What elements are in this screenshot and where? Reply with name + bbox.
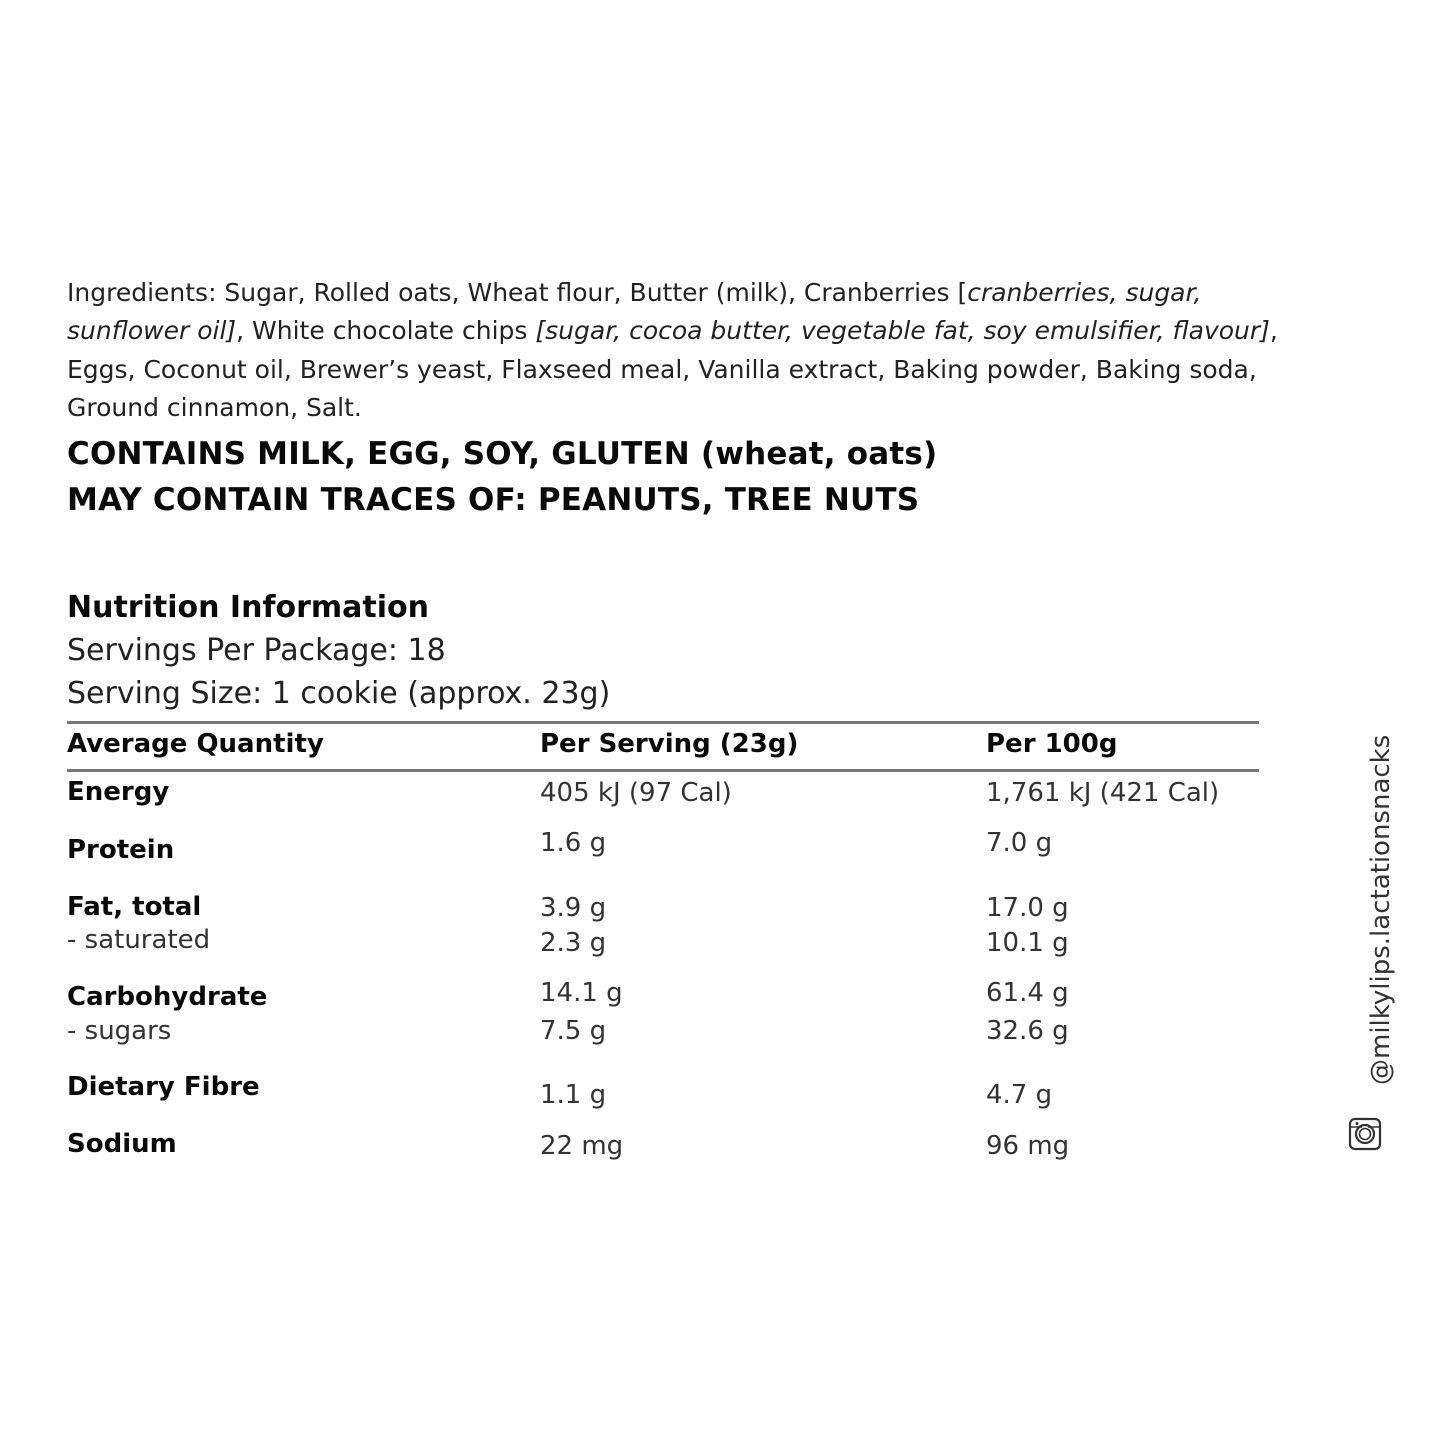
- row-label-energy: Energy: [67, 777, 170, 807]
- row-label-carbohydrate: Carbohydrate: [67, 982, 268, 1012]
- carbohydrate-per-serving: 14.1 g: [540, 978, 623, 1008]
- protein-per-100g: 7.0 g: [986, 828, 1053, 858]
- ingredients-part-3: , Eggs, Coconut oil, Brewer’s yeast, Flaxseed meal, Vanilla extract, Baking powder, Baking soda, Ground cinnamon, Salt.: [67, 316, 1278, 422]
- dietary-fibre-per-100g: 4.7 g: [986, 1080, 1053, 1110]
- instagram-icon: [1348, 1117, 1382, 1151]
- sugars-per-serving: 7.5 g: [540, 1016, 607, 1046]
- fat-total-per-serving: 3.9 g: [540, 893, 607, 923]
- header-per-serving: Per Serving (23g): [540, 729, 799, 759]
- sodium-per-100g: 96 mg: [986, 1131, 1070, 1161]
- ingredients-chocolate-detail: [sugar, cocoa butter, vegetable fat, soy emulsifier, flavour]: [535, 316, 1270, 346]
- carbohydrate-per-100g: 61.4 g: [986, 978, 1069, 1008]
- table-top-rule: [67, 721, 1259, 724]
- ingredients-text: [67, 274, 1317, 427]
- fat-total-per-100g: 17.0 g: [986, 893, 1069, 923]
- instagram-handle: @milkylips.lactationsnacks: [1366, 734, 1396, 1085]
- row-label-dietary-fibre: Dietary Fibre: [67, 1072, 260, 1102]
- serving-size: Serving Size: 1 cookie (approx. 23g): [67, 676, 611, 711]
- saturated-per-serving: 2.3 g: [540, 928, 607, 958]
- energy-per-100g: 1,761 kJ (421 Cal): [986, 778, 1220, 808]
- header-per-100g: Per 100g: [986, 729, 1118, 759]
- dietary-fibre-per-serving: 1.1 g: [540, 1080, 607, 1110]
- table-header-rule: [67, 769, 1259, 772]
- ingredients-part-2: , White chocolate chips: [236, 316, 536, 346]
- ingredients-part-1: Ingredients: Sugar, Rolled oats, Wheat flour, Butter (milk), Cranberries [: [67, 278, 968, 307]
- servings-per-package: Servings Per Package: 18: [67, 633, 446, 668]
- saturated-per-100g: 10.1 g: [986, 928, 1069, 958]
- row-label-sugars: - sugars: [67, 1016, 172, 1046]
- nutrition-title: Nutrition Information: [67, 590, 429, 625]
- allergen-contains: CONTAINS MILK, EGG, SOY, GLUTEN (wheat, oats): [67, 436, 938, 472]
- header-average-quantity: Average Quantity: [67, 729, 324, 759]
- sodium-per-serving: 22 mg: [540, 1131, 624, 1161]
- row-label-fat-total: Fat, total: [67, 892, 202, 922]
- protein-per-serving: 1.6 g: [540, 828, 607, 858]
- row-label-protein: Protein: [67, 835, 175, 865]
- energy-per-serving: 405 kJ (97 Cal): [540, 778, 732, 808]
- row-label-saturated: - saturated: [67, 925, 211, 955]
- allergen-may-contain: MAY CONTAIN TRACES OF: PEANUTS, TREE NUTS: [67, 482, 920, 518]
- ingredients-cranberries-detail: cranberries, sugar, sunflower oil]: [67, 278, 1202, 346]
- sugars-per-100g: 32.6 g: [986, 1016, 1069, 1046]
- row-label-sodium: Sodium: [67, 1129, 177, 1159]
